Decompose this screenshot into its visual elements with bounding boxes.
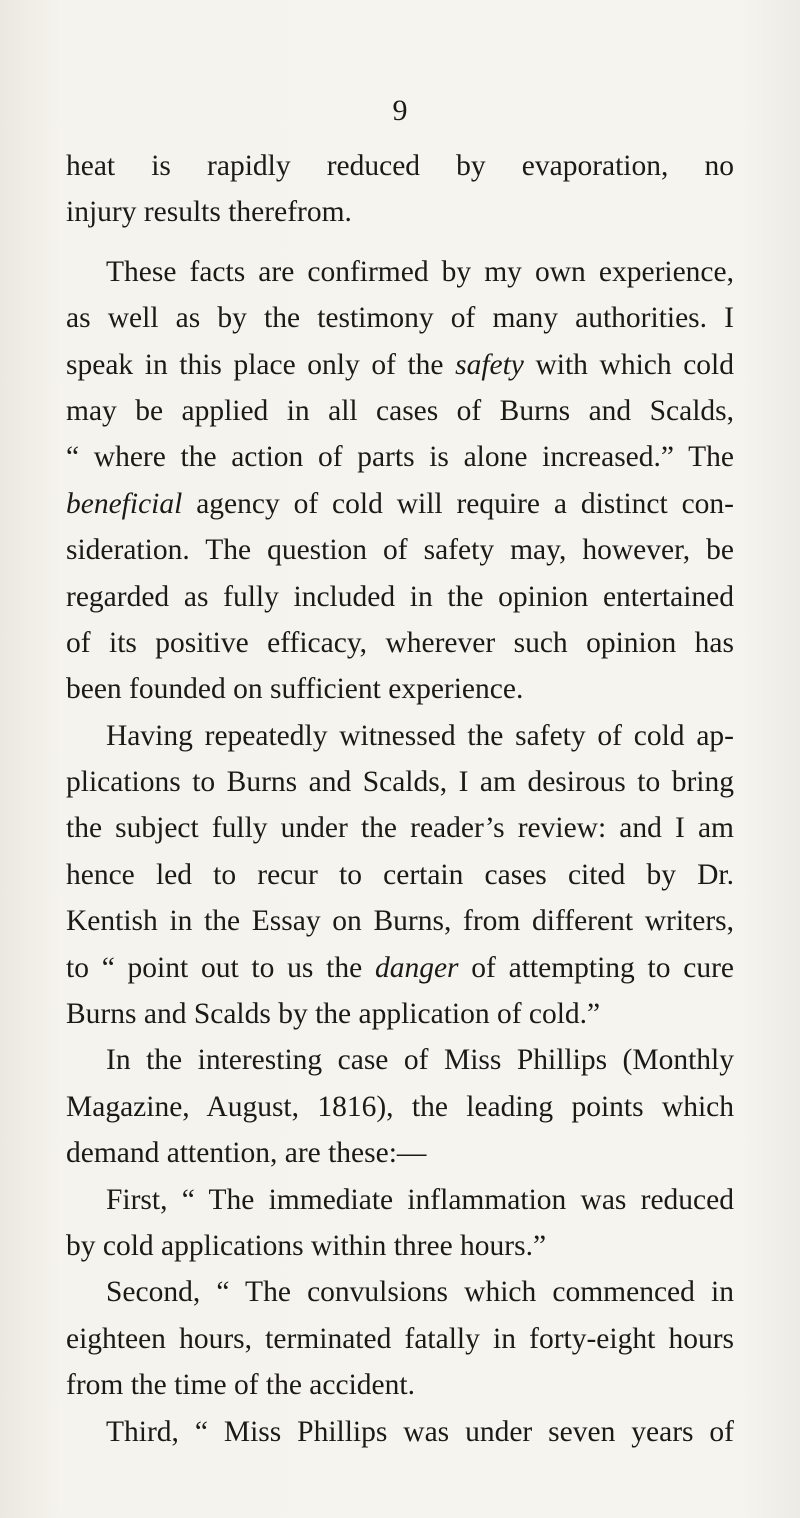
text-line: heat is rapidly reduced by evaporation, no — [66, 150, 734, 182]
text-fragment: speak in this place only of the — [66, 348, 456, 381]
page-number: 9 — [392, 94, 408, 127]
text-line: the subject fully under the reader’s review: and I am — [66, 812, 734, 845]
text-line: eighteen hours, terminated fatally in forty-eight hours — [66, 1322, 734, 1355]
paragraph-start-line: First, “ The immediate inflammation was reduced — [106, 1183, 734, 1216]
text-line — [66, 342, 734, 388]
text-line — [66, 481, 734, 527]
text-line: of its positive efficacy, wherever such opinion has — [66, 626, 734, 659]
text-line: demand attention, are these:— — [66, 1137, 427, 1170]
text-fragment: of attempting to cure — [458, 951, 735, 984]
text-line: sideration. The question of safety may, however, be — [66, 534, 734, 567]
paragraph-start-line: Having repeatedly witnessed the safety of cold ap- — [106, 719, 734, 752]
text-fragment: to “ point out to us the — [66, 951, 375, 984]
text-line: “ where the action of parts is alone increased.” The — [66, 441, 734, 474]
paragraph-start-line: Second, “ The convulsions which commenced in — [106, 1276, 734, 1309]
text-line: Magazine, August, 1816), the leading points which — [66, 1090, 734, 1123]
text-line: may be applied in all cases of Burns and Scalds, — [66, 394, 734, 427]
text-line: Burns and Scalds by the application of cold.” — [66, 998, 601, 1031]
text-line: injury results therefrom. — [66, 196, 352, 229]
paragraph-start-line: Third, “ Miss Phillips was under seven years of — [106, 1415, 734, 1448]
text-line: Kentish in the Essay on Burns, from different writers, — [66, 905, 734, 938]
paragraph-start-line: In the interesting case of Miss Phillips (Monthly — [106, 1044, 734, 1077]
text-line: by cold applications within three hours.” — [66, 1229, 547, 1262]
text-line: plications to Burns and Scalds, I am desirous to bring — [66, 766, 734, 799]
paragraph-start-line: These facts are confirmed by my own experience, — [106, 255, 734, 288]
italic-word: beneficial — [66, 487, 183, 520]
body-text — [66, 143, 734, 1455]
text-line: regarded as fully included in the opinion entertained — [66, 580, 734, 613]
text-fragment: with which cold — [523, 348, 734, 381]
italic-word: safety — [455, 348, 524, 381]
italic-word: danger — [374, 951, 459, 984]
text-line: hence led to recur to certain cases cited by Dr. — [66, 858, 734, 891]
text-line — [66, 945, 734, 991]
text-line: been founded on sufficient experience. — [66, 673, 524, 706]
text-line: from the time of the accident. — [66, 1369, 415, 1402]
text-line: as well as by the testimony of many authorities. I — [66, 302, 734, 335]
text-fragment: agency of cold will require a distinct con- — [182, 487, 734, 520]
